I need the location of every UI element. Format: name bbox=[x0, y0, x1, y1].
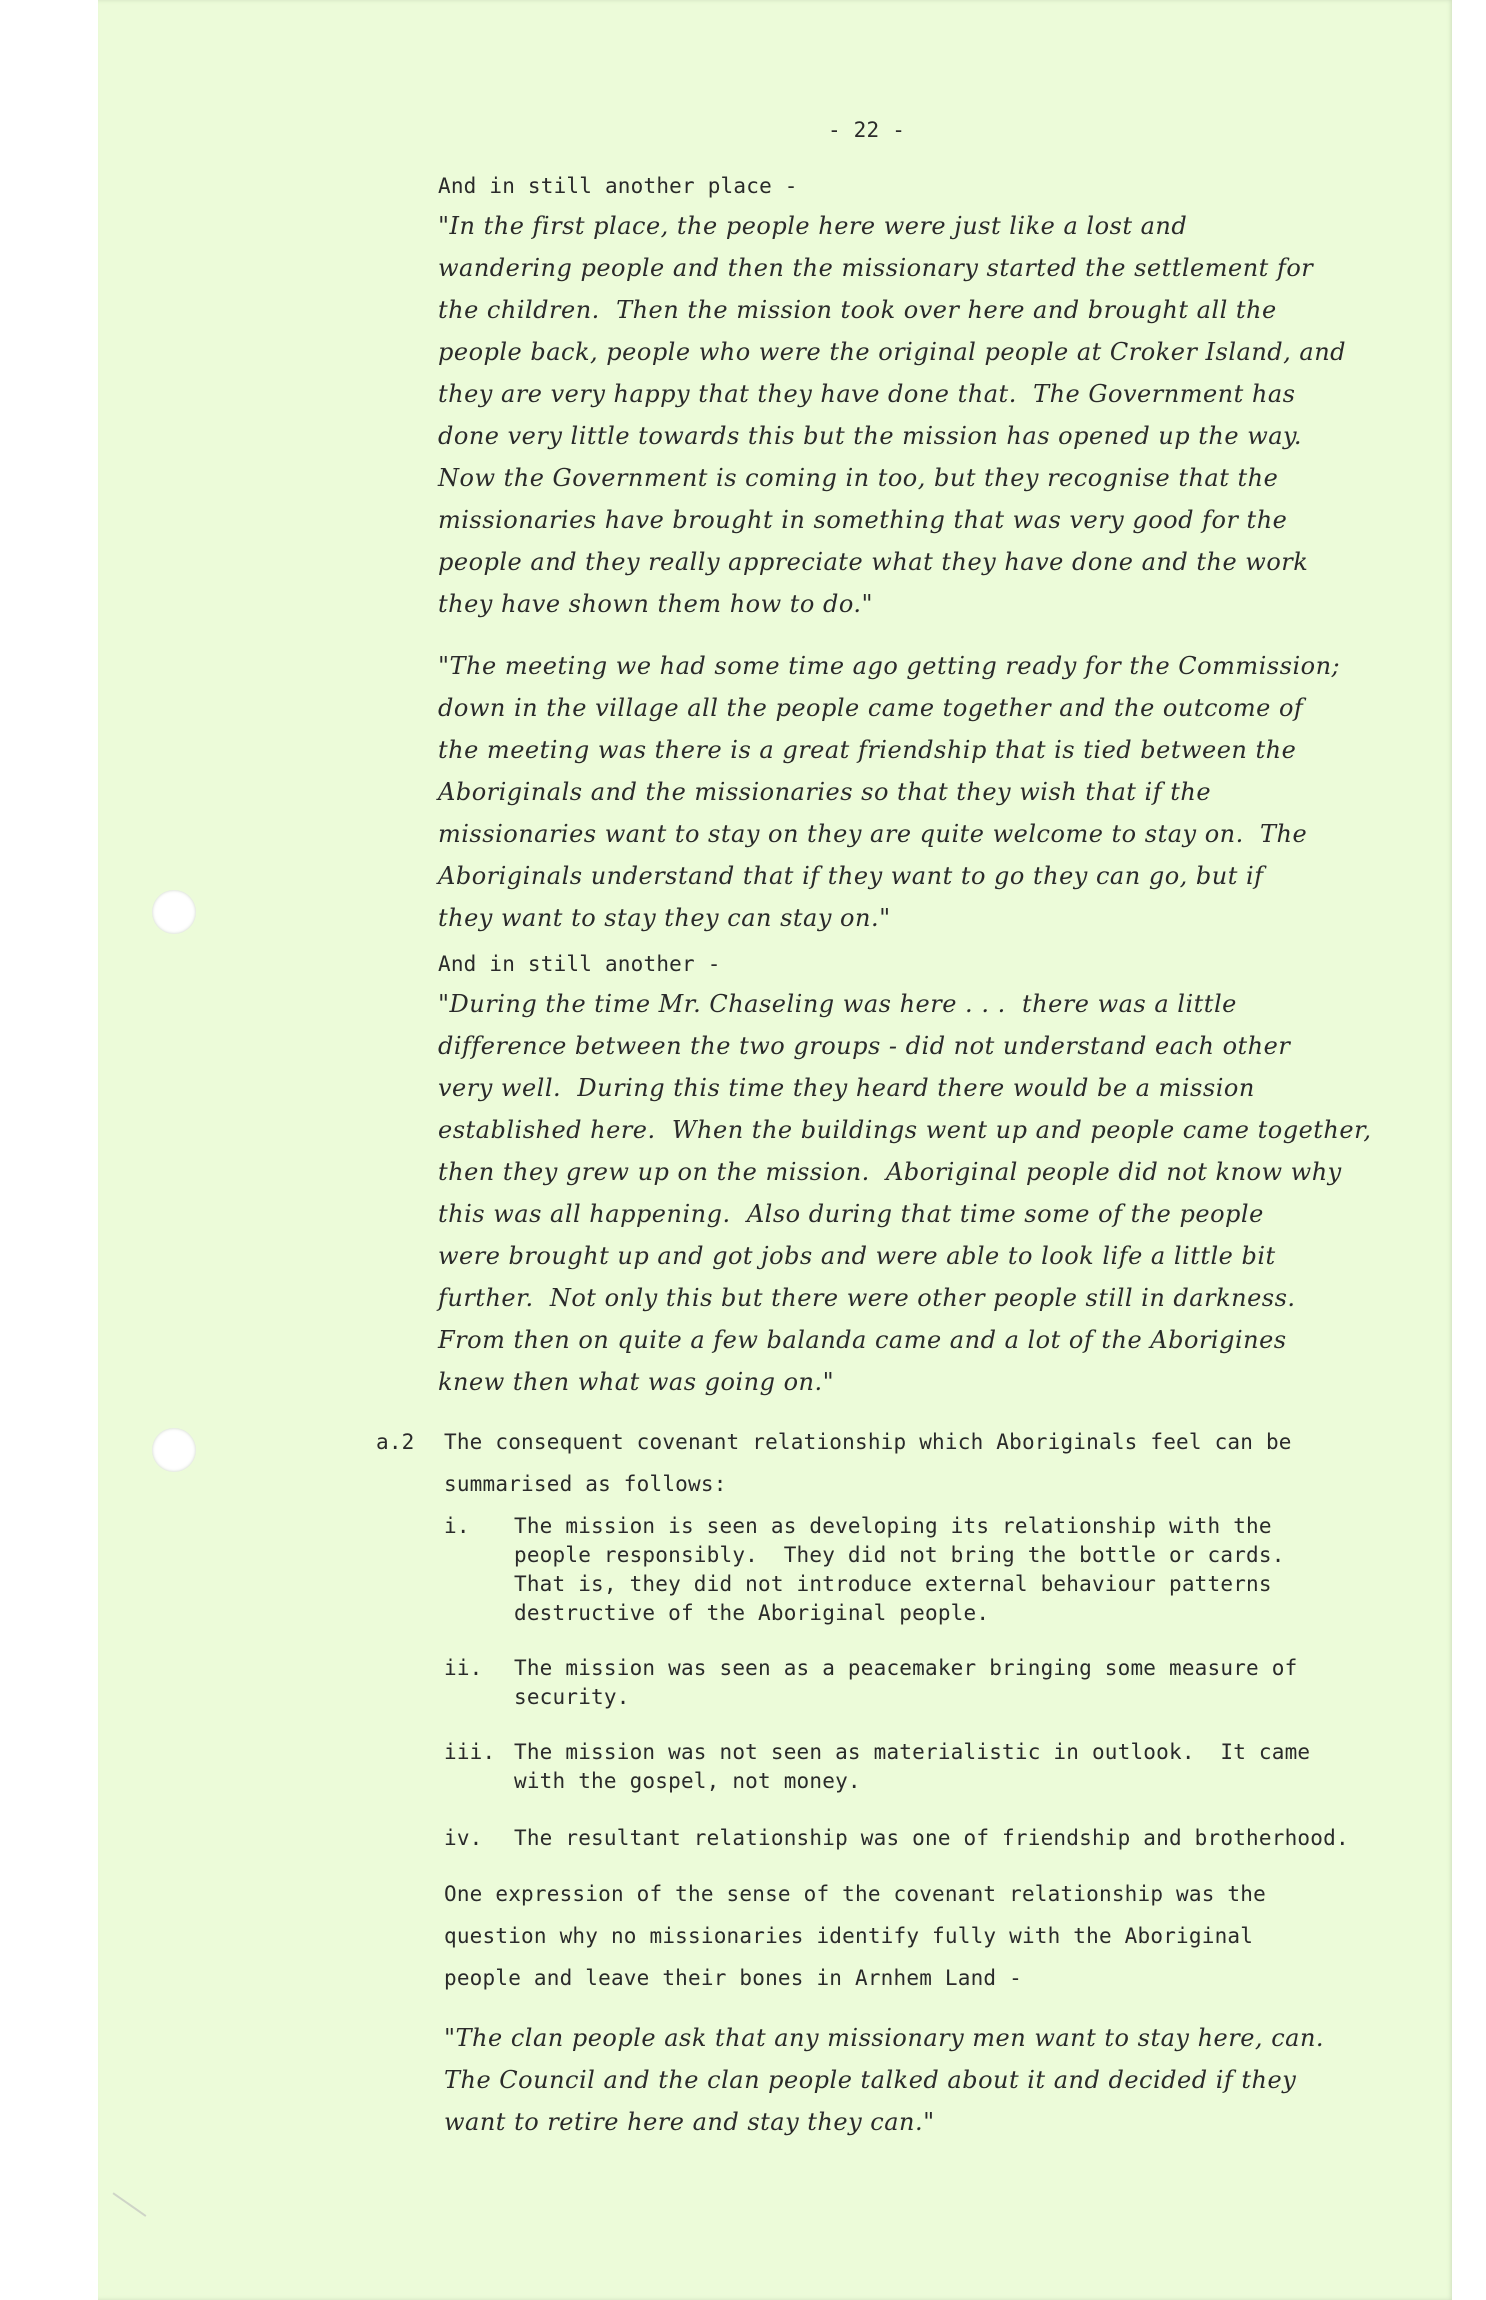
punch-hole-top bbox=[152, 890, 196, 934]
item-line: The mission was seen as a peacemaker bringing some measure of bbox=[514, 1656, 1298, 1680]
quote-line: further. Not only this but there were other people still in darkness. bbox=[438, 1284, 1296, 1312]
quote-line: missionaries want to stay on they are quite welcome to stay on. The bbox=[438, 820, 1308, 848]
quote-line: From then on quite a few balanda came and a lot of the Aborigines bbox=[438, 1326, 1287, 1354]
quote-line: were brought up and got jobs and were able to look life a little bit bbox=[438, 1242, 1276, 1270]
item-line: The mission was not seen as materialistic in outlook. It came bbox=[514, 1740, 1311, 1764]
quote-line: difference between the two groups - did not understand each other bbox=[438, 1032, 1291, 1060]
section-label: a.2 bbox=[376, 1430, 415, 1454]
quote-line: Aboriginals and the missionaries so that they wish that if the bbox=[438, 778, 1212, 806]
closing-line: question why no missionaries identify fully with the Aboriginal bbox=[444, 1924, 1254, 1948]
item-line: The resultant relationship was one of friendship and brotherhood. bbox=[514, 1826, 1349, 1850]
quote-line: "The meeting we had some time ago getting ready for the Commission; bbox=[438, 652, 1341, 680]
quote-line: people back, people who were the original people at Croker Island, and bbox=[438, 338, 1347, 366]
section-line: summarised as follows: bbox=[444, 1472, 727, 1496]
quote-line: down in the village all the people came together and the outcome of bbox=[438, 694, 1304, 722]
quote-line: established here. When the buildings went up and people came together, bbox=[438, 1116, 1372, 1144]
item-line: people responsibly. They did not bring the bottle or cards. bbox=[514, 1543, 1285, 1567]
quote-line: people and they really appreciate what they have done and the work bbox=[438, 548, 1309, 576]
quote-line: knew then what was going on." bbox=[438, 1368, 835, 1396]
item-number: ii. bbox=[444, 1656, 483, 1680]
intro-line: And in still another place - bbox=[438, 174, 798, 198]
quote-line: they have shown them how to do." bbox=[438, 590, 874, 618]
quote-line: wandering people and then the missionary started the settlement for bbox=[438, 254, 1314, 282]
closing-line: people and leave their bones in Arnhem Land - bbox=[444, 1966, 1022, 1990]
section-line: The consequent covenant relationship which Aboriginals feel can be bbox=[444, 1430, 1292, 1454]
item-line: That is, they did not introduce external behaviour patterns bbox=[514, 1572, 1272, 1596]
item-line: with the gospel, not money. bbox=[514, 1769, 861, 1793]
quote-line: done very little towards this but the mission has opened up the way. bbox=[438, 422, 1303, 450]
quote-line: Aboriginals understand that if they want to go they can go, but if bbox=[438, 862, 1264, 890]
quote-line: missionaries have brought in something that was very good for the bbox=[438, 506, 1288, 534]
quote-line: want to retire here and stay they can." bbox=[444, 2108, 935, 2136]
item-number: iv. bbox=[444, 1826, 483, 1850]
quote-line: The Council and the clan people talked about it and decided if they bbox=[444, 2066, 1297, 2094]
quote-line: "During the time Mr. Chaseling was here . . . there was a little bbox=[438, 990, 1237, 1018]
intro-line-2: And in still another - bbox=[438, 952, 721, 976]
item-line: The mission is seen as developing its relationship with the bbox=[514, 1514, 1272, 1538]
quote-line: they want to stay they can stay on." bbox=[438, 904, 891, 932]
item-number: iii. bbox=[444, 1740, 496, 1764]
quote-line: then they grew up on the mission. Aboriginal people did not know why bbox=[438, 1158, 1342, 1186]
quote-line: "The clan people ask that any missionary men want to stay here, can. bbox=[444, 2024, 1325, 2052]
quote-line: this was all happening. Also during that time some of the people bbox=[438, 1200, 1264, 1228]
quote-line: the meeting was there is a great friendship that is tied between the bbox=[438, 736, 1297, 764]
page-edge bbox=[1452, 0, 1486, 2300]
quote-line: "In the first place, the people here were just like a lost and bbox=[438, 212, 1188, 240]
closing-line: One expression of the sense of the covenant relationship was the bbox=[444, 1882, 1266, 1906]
item-number: i. bbox=[444, 1514, 470, 1538]
quote-line: they are very happy that they have done that. The Government has bbox=[438, 380, 1296, 408]
item-line: security. bbox=[514, 1685, 630, 1709]
item-line: destructive of the Aboriginal people. bbox=[514, 1601, 990, 1625]
page-number: - 22 - bbox=[828, 118, 906, 142]
quote-line: Now the Government is coming in too, but they recognise that the bbox=[438, 464, 1279, 492]
punch-hole-bottom bbox=[152, 1428, 196, 1472]
quote-line: the children. Then the mission took over here and brought all the bbox=[438, 296, 1277, 324]
quote-line: very well. During this time they heard there would be a mission bbox=[438, 1074, 1255, 1102]
